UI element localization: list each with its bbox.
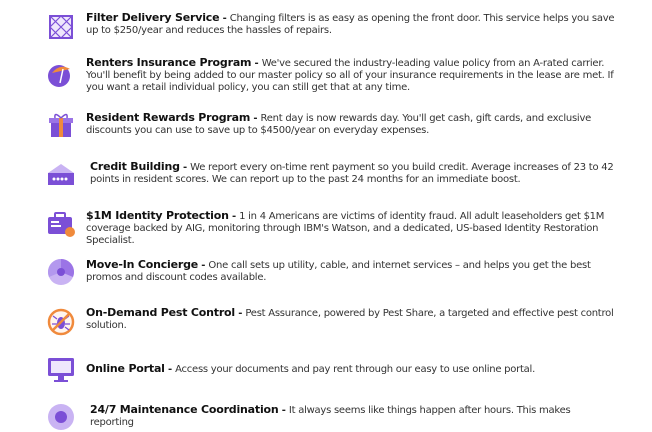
- separator: -: [235, 308, 246, 319]
- service-title: Move-In Concierge: [86, 258, 199, 271]
- service-description: Changing filters is as easy as opening the front door. This service helps you save up to $250/year and reduces the hassles of repairs.: [86, 13, 615, 37]
- separator: -: [164, 364, 176, 375]
- pest-icon: [46, 307, 76, 337]
- separator: -: [251, 58, 262, 69]
- service-title: Filter Delivery Service: [86, 11, 220, 24]
- service-description: Access your documents and pay rent through our easy to use online portal.: [175, 364, 536, 375]
- service-description: One call sets up utility, cable, and internet services – and helps you get the best promos and discount codes available.: [86, 260, 591, 284]
- service-description: We report every on-time rent payment so you build credit. Average increases of 23 to 42 points in resident scores. We can report up to the past 24 months for an immediate boost.: [90, 162, 614, 186]
- service-description: 1 in 4 Americans are victims of identity fraud. All adult leaseholders get $1M coverage backed by AIG, monitoring through IBM's Watson, and a dedicated, US-based Identity Restoration Specialist.: [86, 211, 605, 247]
- service-title: 24/7 Maintenance Coordination: [90, 403, 279, 416]
- separator: -: [179, 162, 191, 173]
- service-title: Credit Building: [90, 160, 180, 173]
- service-title: Renters Insurance Program: [86, 56, 252, 69]
- service-title: Online Portal: [86, 362, 165, 375]
- identity-icon: [46, 210, 76, 240]
- concierge-icon: [46, 257, 76, 287]
- separator: -: [228, 211, 240, 222]
- credit-icon: [46, 161, 76, 191]
- service-description: It always seems like things happen after hours. This makes reporting: [90, 405, 571, 429]
- service-title: Resident Rewards Program: [86, 111, 251, 124]
- service-title: $1M Identity Protection: [86, 209, 229, 222]
- service-title: On-Demand Pest Control: [86, 306, 235, 319]
- separator: -: [198, 260, 209, 271]
- maintenance-icon: [46, 402, 76, 432]
- separator: -: [250, 113, 261, 124]
- umbrella-icon: [46, 59, 76, 89]
- filter-icon: [46, 12, 76, 42]
- service-description: We've secured the industry-leading value policy from an A-rated carrier. You'll benefit by being added to our master policy so all of your insurance requirements in the lease are met. If you want a retail individual policy, you can still get that at any time.: [86, 58, 614, 94]
- service-description: Pest Assurance, powered by Pest Share, a targeted and effective pest control solution.: [86, 308, 614, 332]
- separator: -: [278, 405, 289, 416]
- service-description: Rent day is now rewards day. You'll get cash, gift cards, and exclusive discounts you can use to save up to $4500/year on everyday expenses.: [86, 113, 592, 137]
- portal-icon: [46, 355, 76, 385]
- separator: -: [219, 13, 230, 24]
- gift-icon: [46, 110, 76, 140]
